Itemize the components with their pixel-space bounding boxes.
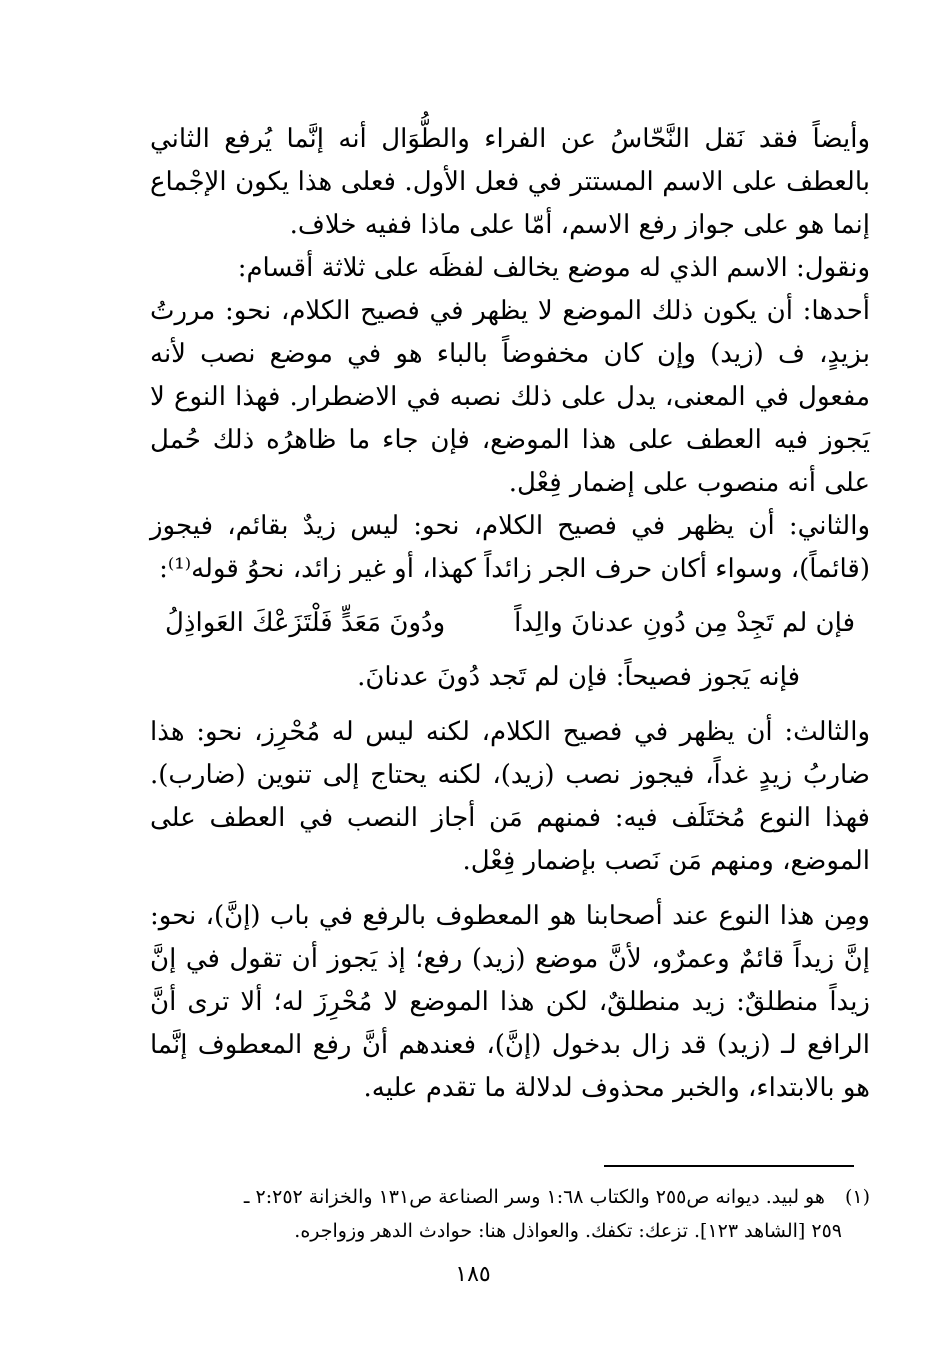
page-number: ١٨٥ — [455, 1262, 491, 1287]
paragraph-2: ونقول: الاسم الذي له موضع يخالف لفظَه على ثلاثة أقسام: — [237, 253, 870, 283]
paragraph-5: والثالث: أن يظهر في فصيح الكلام، لكنه ليس له مُحْرِز، نحو: هذا ضاربُ زيدٍ غداً، فيجوز نصب (زيد)، لكنه يحتاج إلى تنوين (ضارب). فهذا النوع مُختَلَف فيه: فمنهم مَن أجاز النصب في العطف على الموضع، ومنهم مَن نَصب بإضمار فِعْل. — [150, 717, 870, 876]
footnote-text-1: هو لبيد. ديوانه ص٢٥٥ والكتاب ١:٦٨ وسر الصناعة ص١٣١ والخزانة ٢:٢٥٢ ـ — [243, 1186, 825, 1208]
footnote-marker: (١) — [844, 1186, 870, 1208]
paragraph-1: وأيضاً فقد نَقل النَّحّاسُ عن الفراء والطُّوَال أنه إنَّما يُرفع الثاني بالعطف على الاسم المستتر في فعل الأول. فعلى هذا يكون الإجْماع إنما هو على جواز رفع الاسم، أمّا على ماذا ففيه خلاف. — [150, 124, 870, 240]
after-verse-line: فإنه يَجوز فصيحاً: فإن لم تَجد دُونَ عدنانَ. — [357, 662, 800, 692]
poetry-verse — [165, 599, 855, 647]
paragraph-4: والثاني: أن يظهر في فصيح الكلام، نحو: ليس زيدٌ بقائم، فيجوز (قائماً)، وسواء أكان حرف الجر زائداً كهذا، أو غير زائد، نحوُ قوله⁽¹⁾: — [150, 511, 870, 584]
footnote-line-2: ٢٥٩ [الشاهد ١٢٣]. تزعك: تكفك. والعواذل هنا: حوادث الدهر وزواجره. — [294, 1220, 842, 1242]
footnotes — [150, 1180, 870, 1248]
verse-hemistich-2: ودُونَ مَعَدٍّ فَلْتَزَعْكَ العَواذِلُ — [165, 608, 446, 638]
paragraph-6: ومِن هذا النوع عند أصحابنا هو المعطوف بالرفع في باب (إنَّ)، نحو: إنَّ زيداً قائمٌ وعمرٌو، لأنَّ موضع (زيد) رفع؛ إذ يَجوز أن تقول في إنَّ زيداً منطلقٌ: زيد منطلقٌ، لكن هذا الموضع لا مُحْرِزَ له؛ ألا ترى أنَّ الرافع لـ (زيد) قد زال بدخول (إنَّ)، فعندهم أنَّ رفع المعطوف إنَّما هو بالابتداء، والخبر محذوف لدلالة ما تقدم عليه. — [150, 901, 870, 1103]
verse-hemistich-1: فإن لم تَجِدْ مِن دُونِ عدنانَ والِداً — [514, 608, 855, 638]
footnote-separator — [604, 1165, 854, 1167]
page-body — [150, 118, 870, 1110]
paragraph-3: أحدها: أن يكون ذلك الموضع لا يظهر في فصيح الكلام، نحو: مررتُ بزيدٍ، ف (زيد) وإن كان مخفوضاً بالباء هو في موضع نصب لأنه مفعول في المعنى، يدل على ذلك نصبه في الاضطرار. فهذا النوع لا يَجوز فيه العطف على هذا الموضع، فإن جاء ما ظاهرُه ذلك حُمل على أنه منصوب على إضمار فِعْل. — [150, 296, 870, 498]
footnote-line-1 — [150, 1180, 870, 1214]
